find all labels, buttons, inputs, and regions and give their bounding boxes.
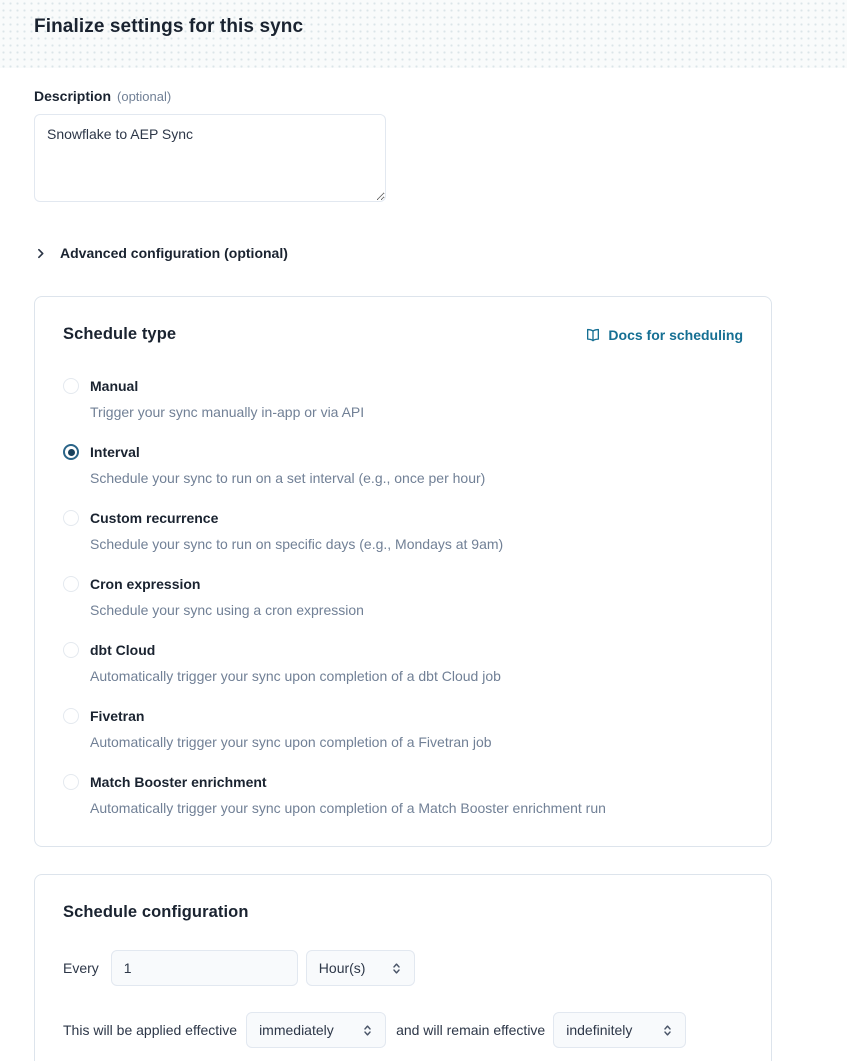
effective-row: [63, 1012, 743, 1048]
radio-description: Schedule your sync to run on specific days (e.g., Mondays at 9am): [90, 536, 504, 552]
book-open-icon: [585, 327, 601, 343]
radio-description: Automatically trigger your sync upon completion of a dbt Cloud job: [90, 668, 501, 684]
schedule-configuration-title: Schedule configuration: [63, 903, 249, 921]
effective-prefix-label: This will be applied effective: [63, 1022, 238, 1038]
radio-label: Custom recurrence: [90, 510, 219, 526]
advanced-configuration-toggle[interactable]: [34, 245, 288, 261]
radio-label: Match Booster enrichment: [90, 774, 267, 790]
description-label: Description: [34, 88, 112, 104]
radio-option-interval[interactable]: [63, 442, 743, 488]
effective-duration-select[interactable]: [553, 1012, 686, 1048]
effective-duration-value: indefinitely: [566, 1022, 633, 1038]
radio-button[interactable]: [63, 708, 79, 724]
radio-description: Automatically trigger your sync upon completion of a Fivetran job: [90, 734, 492, 750]
docs-link-label: Docs for scheduling: [608, 326, 743, 343]
radio-option-match-booster[interactable]: [63, 772, 743, 818]
radio-option-cron-expression[interactable]: [63, 574, 743, 620]
interval-unit-value: Hour(s): [318, 960, 366, 976]
radio-description: Schedule your sync to run on a set interval (e.g., once per hour): [90, 470, 486, 486]
radio-description: Automatically trigger your sync upon completion of a Match Booster enrichment run: [90, 800, 606, 816]
advanced-configuration-label: Advanced configuration (optional): [60, 245, 288, 261]
description-textarea[interactable]: [34, 114, 386, 202]
radio-button[interactable]: [63, 642, 79, 658]
effective-start-select[interactable]: [246, 1012, 386, 1048]
radio-button[interactable]: [63, 774, 79, 790]
main-content: [0, 68, 847, 1061]
interval-row: [63, 950, 743, 986]
every-label: Every: [63, 960, 99, 976]
radio-option-manual[interactable]: [63, 376, 743, 422]
description-label-row: [34, 88, 813, 104]
chevrons-up-down-icon: [660, 1023, 675, 1038]
radio-description: Trigger your sync manually in-app or via API: [90, 404, 365, 420]
chevrons-up-down-icon: [389, 961, 404, 976]
docs-for-scheduling-link[interactable]: [585, 327, 743, 343]
radio-button[interactable]: [63, 444, 79, 460]
page-header: [0, 0, 847, 68]
interval-value-input[interactable]: [111, 950, 298, 986]
radio-label: Manual: [90, 378, 139, 394]
radio-label: Cron expression: [90, 576, 201, 592]
schedule-type-card: [34, 296, 772, 847]
schedule-type-options: [63, 376, 743, 818]
radio-label: Interval: [90, 444, 140, 460]
radio-button[interactable]: [63, 510, 79, 526]
radio-button[interactable]: [63, 576, 79, 592]
radio-description: Schedule your sync using a cron expression: [90, 602, 364, 618]
radio-option-fivetran[interactable]: [63, 706, 743, 752]
schedule-configuration-card: [34, 874, 772, 1061]
page-title: Finalize settings for this sync: [34, 16, 304, 37]
description-optional-hint: (optional): [117, 89, 172, 104]
chevrons-up-down-icon: [360, 1023, 375, 1038]
chevron-right-icon: [34, 247, 47, 260]
radio-label: Fivetran: [90, 708, 145, 724]
radio-label: dbt Cloud: [90, 642, 156, 658]
effective-middle-label: and will remain effective: [396, 1022, 546, 1038]
radio-option-custom-recurrence[interactable]: [63, 508, 743, 554]
effective-start-value: immediately: [259, 1022, 334, 1038]
radio-option-dbt-cloud[interactable]: [63, 640, 743, 686]
schedule-type-title: Schedule type: [63, 325, 177, 343]
radio-button[interactable]: [63, 378, 79, 394]
interval-unit-select[interactable]: [306, 950, 415, 986]
